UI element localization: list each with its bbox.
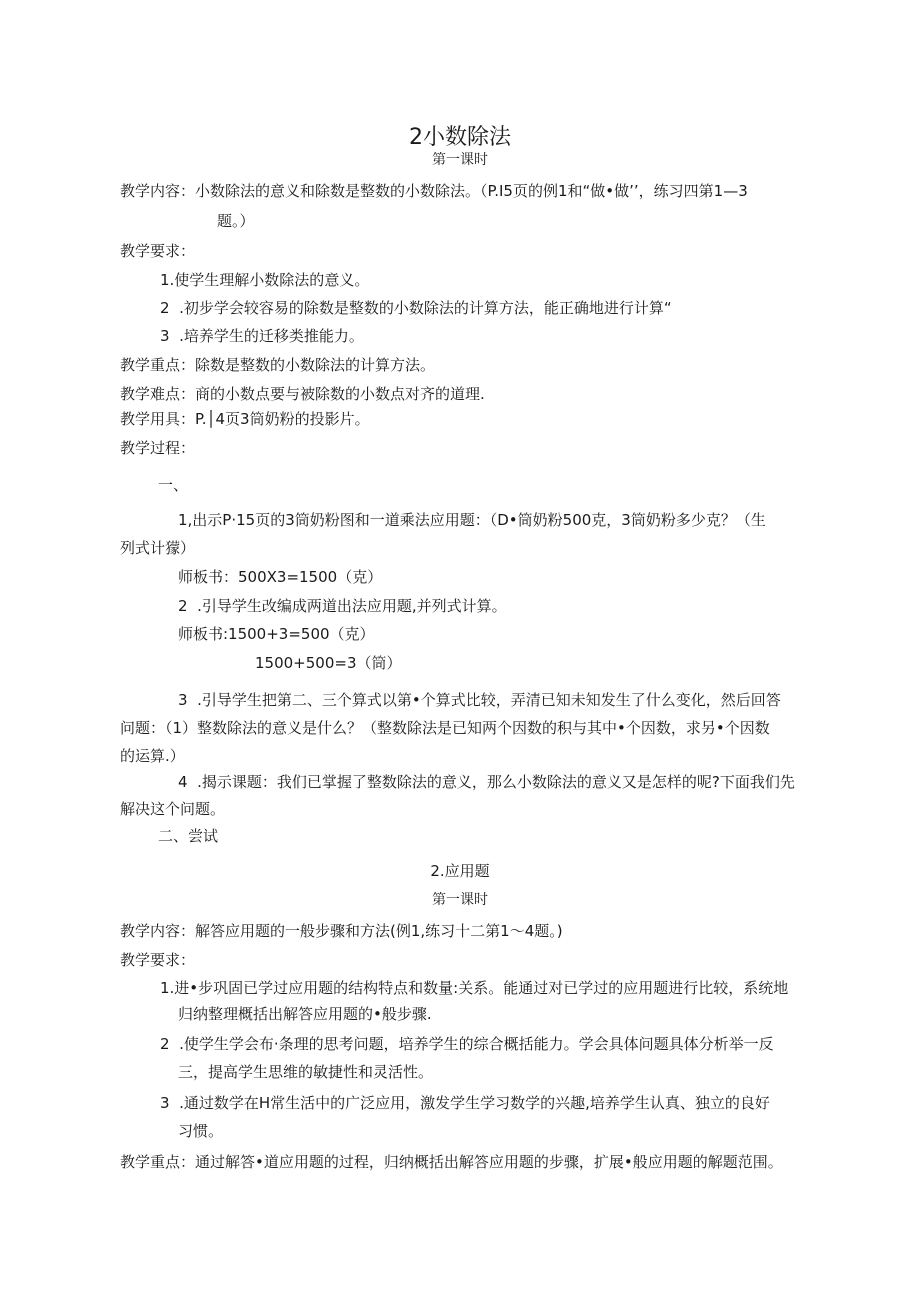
section1-requirements-label: 教学要求： — [120, 242, 196, 260]
section2-req-1: 1.进•步巩固已学过应用题的结构特点和数量:关系。能通过对已学过的应用题进行比较，系统地 — [160, 979, 789, 997]
section2-req-3: 3 .通过数学在H常生活中的广泛应用，激发学生学习数学的兴趣,培养学生认真、独立的良好 — [160, 1094, 770, 1112]
step2-text: 2 .引导学生改编成两道出法应用题,并列式计算。 — [178, 597, 507, 615]
section1-subtitle: 第一课时 — [432, 152, 488, 168]
section1-content-cont: 题。） — [217, 212, 255, 230]
section1-title: 2小数除法 — [409, 125, 511, 150]
section1-req-1: 1.使学生理解小数除法的意义。 — [160, 271, 370, 289]
section2-req-3-cont: 习惯。 — [178, 1122, 224, 1140]
section1-req-2: 2 .初步学会较容易的除数是整数的小数除法的计算方法，能正确地进行计算“ — [160, 299, 672, 317]
step3-text: 3 .引导学生把第二、三个算式以第•个算式比较，弄清已知未知发生了什么变化，然后回答 — [178, 691, 781, 709]
section1-process-label: 教学过程： — [120, 439, 196, 457]
section2-req-1-cont: 归纳整理概括出解答应用题的•般步骤. — [178, 1005, 432, 1023]
step4-text: 4 .揭示课题：我们已掌握了整数除法的意义，那么小数除法的意义又是怎样的呢?下面我们先 — [178, 773, 795, 791]
board-note-1: 师板书：500X3=1500（克） — [178, 568, 383, 586]
section2-title: 2.应用题 — [430, 862, 490, 880]
step3-text-cont: 问题：（1）整数除法的意义是什么？（整数除法是已知两个因数的积与其中•个因数，求另•个因数 — [120, 719, 770, 737]
section1-part-one: 一、 — [158, 476, 189, 494]
section2-requirements-label: 教学要求： — [120, 951, 196, 969]
step1-text: 1,出示P·15页的3筒奶粉图和一道乘法应用题：（D•筒奶粉500克，3筒奶粉多少克？（生 — [178, 511, 766, 529]
section1-key-point: 教学重点：除数是整数的小数除法的计算方法。 — [120, 356, 436, 374]
section1-req-3: 3 .培养学生的迁移类推能力。 — [160, 327, 364, 345]
board-note-2: 师板书:1500+3=500（克） — [178, 625, 375, 643]
step1-text-cont: 列式计獴） — [120, 539, 196, 557]
section1-difficulty: 教学难点：商的小数点要与被除数的小数点对齐的道理. — [120, 385, 485, 403]
section1-part-two: 二、尝试 — [158, 827, 219, 845]
section2-req-2-cont: 三，提高学生思维的敏捷性和灵活性。 — [178, 1063, 434, 1081]
section2-content: 教学内容：解答应用题的一般步骤和方法(例1,练习十二第1～4题。) — [120, 922, 563, 940]
section1-tools: 教学用具：P.│4页3筒奶粉的投影片。 — [120, 410, 370, 428]
section2-subtitle: 第一课时 — [432, 892, 488, 908]
step4-text-cont: 解决这个问题。 — [120, 800, 226, 818]
section1-content: 教学内容：小数除法的意义和除数是整数的小数除法。（P.I5页的例1和“做•做’’，练习四第1—3 — [120, 182, 748, 200]
section2-key-point: 教学重点：通过解答•道应用题的过程，归纳概括出解答应用题的步骤，扩展•般应用题的解题范围。 — [120, 1153, 783, 1171]
section2-req-2: 2 .使学生学会布·条理的思考问题，培养学生的综合概括能力。学会具体问题具体分析举一反 — [160, 1035, 774, 1053]
step3-text-end: 的运算.） — [120, 747, 185, 765]
board-note-3: 1500+500=3（筒） — [255, 654, 402, 672]
